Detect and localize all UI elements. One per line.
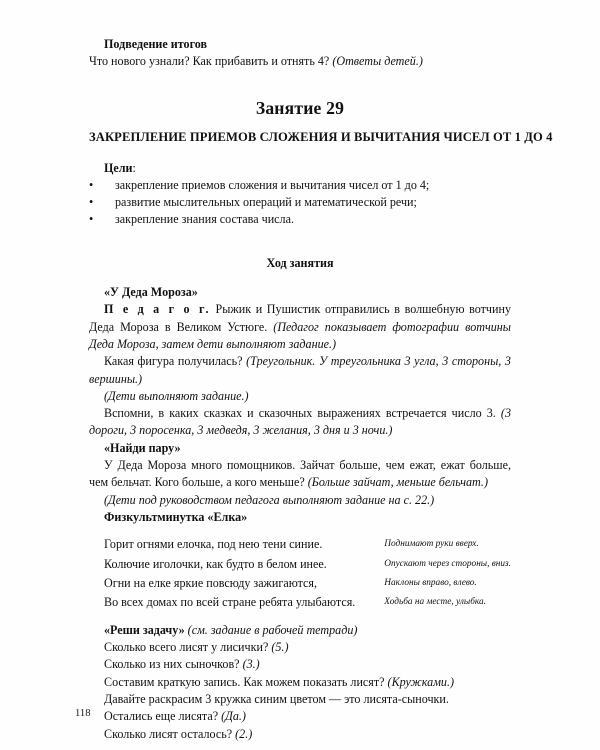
spacer: [89, 272, 511, 284]
goal-text: закрепление знания состава числа.: [115, 212, 294, 227]
course-heading: Ход занятия: [266, 255, 334, 270]
task-line: [89, 656, 511, 673]
task-answer: (5.): [271, 640, 289, 655]
naydi-paru-italic-2: (Дети под руководством педагога выполняют задание на с. 22.): [104, 492, 435, 507]
section-heading-ded-moroz: «У Деда Мороза»: [104, 285, 198, 300]
ded-moroz-paragraph-4: [89, 405, 511, 440]
ded-moroz-text-2: Какая фигура получилась?: [104, 354, 247, 369]
section-heading-reshi-zadachu: [89, 622, 511, 639]
naydi-paru-italic-1: (Больше зайчат, меньше бельчат.): [307, 475, 488, 490]
table-row: [89, 555, 511, 574]
fizkultminutka-table: [89, 535, 511, 613]
ded-moroz-italic-3: (Дети выполняют задание.): [104, 388, 249, 403]
bullet-icon: •: [89, 212, 94, 227]
naydi-paru-text-1: У Деда Мороза много помощников. Зайчат больше, чем ежат, ежат больше, чем бельчат. Кого больше, а кого меньше?: [89, 458, 511, 490]
reshi-zadachu-title: «Реши задачу»: [104, 622, 185, 637]
ded-moroz-italic-2: (Треугольник. У треугольника 3 угла, 3 стороны, 3 вершины.): [89, 354, 511, 386]
goals-label: Цели: [104, 160, 133, 175]
goals-colon: :: [132, 160, 136, 175]
verse-line: Огни на елке яркие повсюду зажигаются,: [104, 576, 317, 591]
task-line: [89, 708, 511, 725]
spacer: [89, 119, 511, 129]
reshi-zadachu-note: (см. задание в рабочей тетради): [184, 622, 358, 637]
spacer: [89, 613, 511, 622]
verse-line: Колючие иголочки, как будто в белом инее.: [104, 556, 327, 571]
task-answer: (Да.): [221, 709, 246, 724]
task-text: Сколько лисят осталось?: [104, 726, 236, 741]
ded-moroz-paragraph-2: [89, 353, 511, 388]
list-item: [89, 211, 511, 228]
ded-moroz-paragraph-3: [89, 388, 511, 405]
page-number: 118: [75, 708, 91, 719]
list-item: [89, 194, 511, 211]
task-answer: (Кружками.): [387, 674, 455, 689]
ded-moroz-italic-1: (Педагог показывает фотографии вотчины Деда Мороза, затем дети выполняют задание.): [89, 319, 511, 351]
motion-note: Опускают через стороны, вниз.: [384, 558, 511, 569]
verse-line: Горит огнями елочка, под нею тени синие.: [104, 537, 323, 552]
verse-line: Во всех домах по всей стране ребята улыбаются.: [104, 595, 356, 610]
naydi-paru-paragraph-1: [89, 457, 511, 492]
task-text: Остались еще лисята?: [104, 709, 222, 724]
intro-heading: Подведение итогов: [104, 37, 208, 51]
task-answer: (2.): [235, 726, 253, 741]
task-text: Сколько всего лисят у лисички?: [104, 640, 272, 655]
ded-moroz-italic-4: (3 дороги, 3 поросенка, 3 медведя, 3 желания, 3 дня и 3 ночи.): [89, 406, 511, 438]
spacer: [89, 526, 511, 535]
bullet-icon: •: [89, 177, 94, 192]
motion-note: Поднимают руки вверх.: [384, 539, 479, 550]
table-row: [89, 535, 511, 554]
task-answer: (3.): [242, 657, 260, 672]
spacer: [89, 71, 511, 97]
spacer: [89, 229, 511, 255]
lesson-number-title: Занятие 29: [255, 97, 345, 118]
section-heading-fizkultminutka: Физкультминутка «Елка»: [104, 509, 248, 524]
ded-moroz-text-3: Вспомни, в каких сказках и сказочных выражениях встречается число 3.: [104, 406, 501, 421]
lesson-subject-title: ЗАКРЕПЛЕНИЕ ПРИЕМОВ СЛОЖЕНИЯ И ВЫЧИТАНИЯ ЧИСЕЛ ОТ 1 ДО 4: [89, 129, 553, 144]
table-row: [89, 593, 511, 612]
task-text: Сколько из них сыночков?: [104, 657, 243, 672]
task-line: [89, 726, 511, 743]
intro-line-text: Что нового узнали? Как прибавить и отнять 4?: [89, 54, 333, 69]
ded-moroz-paragraph-1: [89, 301, 511, 353]
motion-note: Наклоны вправо, влево.: [384, 578, 477, 589]
task-line: [89, 691, 511, 708]
bullet-icon: •: [89, 195, 94, 210]
intro-line-italic: (Ответы детей.): [332, 54, 423, 69]
task-line: [89, 674, 511, 691]
speaker-label: П е д а г о г.: [104, 302, 211, 317]
ded-moroz-text-1: Рыжик и Пушистик отправились в волшебную вотчину Деда Мороза в Великом Устюге.: [89, 302, 511, 334]
task-text: Составим краткую запись. Как можем показать лисят?: [104, 674, 388, 689]
motion-note: Ходьба на месте, улыбка.: [384, 597, 486, 608]
goal-text: развитие мыслительных операций и математической речи;: [115, 195, 417, 210]
spacer: [89, 146, 511, 160]
goals-heading: [89, 160, 511, 177]
intro-line: [89, 53, 511, 70]
goals-list: [89, 177, 511, 229]
page-content: [89, 36, 553, 743]
naydi-paru-paragraph-2: [89, 492, 511, 509]
task-text: Давайте раскрасим 3 кружка синим цветом — это лисята-сыночки.: [104, 692, 449, 707]
task-line: [89, 639, 511, 656]
section-heading-naydi-paru: «Найди пару»: [104, 440, 181, 455]
goal-text: закрепление приемов сложения и вычитания чисел от 1 до 4;: [115, 177, 430, 192]
table-row: [89, 574, 511, 593]
list-item: [89, 177, 511, 194]
